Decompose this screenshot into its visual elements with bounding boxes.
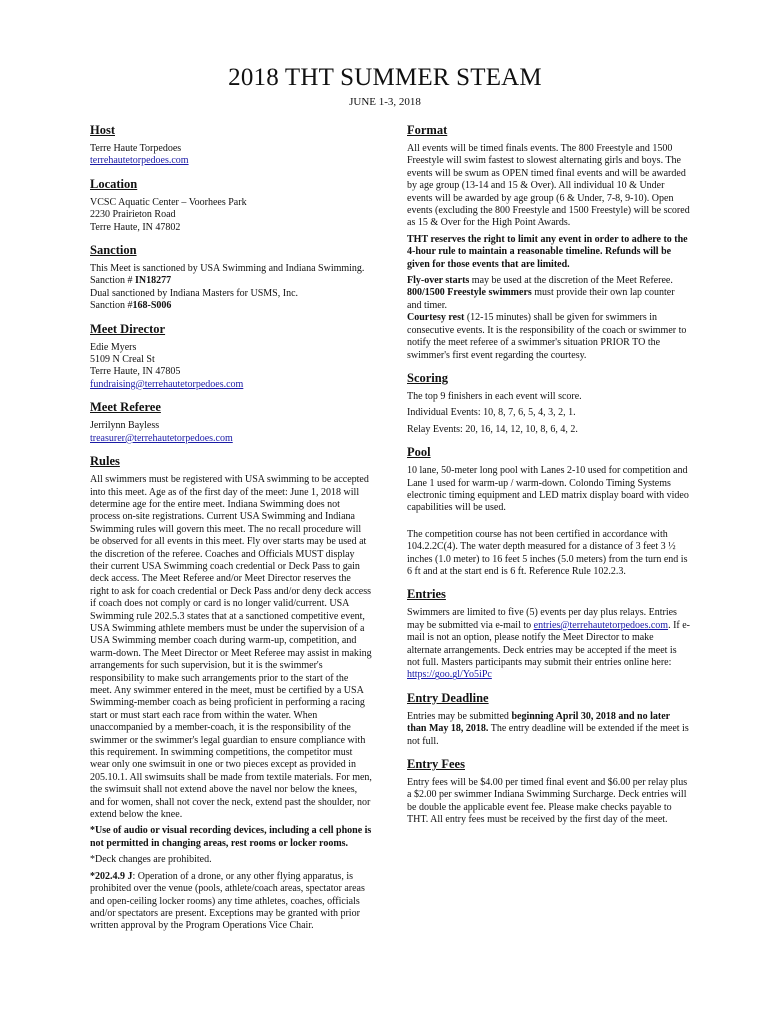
sanction-section [90,242,372,313]
page-title: 2018 THT SUMMER STEAM [228,64,542,91]
entries-online-link[interactable]: https://goo.gl/Yo5iPc [407,669,492,681]
rules-section [90,453,372,933]
host-heading: Host [90,123,115,137]
meet-director-heading: Meet Director [90,321,166,336]
entries-text-1: Swimmers are limited to five (5) events per day plus relays. Entries may be submitted via e-mail to [407,607,677,631]
sanction-info [90,263,372,313]
left-column [90,122,372,941]
entry-deadline-text-2: The entry deadline will be extended if the meet is not full. [407,723,689,747]
entry-fees-body: Entry fees will be $4.00 per timed final event and $6.00 per relay plus a $2.00 per swimmer Indiana Swimming Surcharge. Deck entries will be double the applicable event fee. Please make checks payable to THT. All entry fees must be received by the first day of the meet. [407,777,688,826]
location-line-1: VCSC Aquatic Center – Voorhees Park [90,196,247,208]
sanction-number: IN18277 [135,275,172,287]
host-website-link[interactable]: terrehautetorpedoes.com [90,155,189,167]
flyover-text: may be used at the discretion of the Meet Referee. [469,275,673,287]
sanction-text: This Meet is sanctioned by USA Swimming and Indiana Swimming. [90,263,365,275]
meet-director-section [90,321,372,392]
pool-spacer [407,519,690,529]
sanction-heading: Sanction [90,243,137,258]
location-line-3: Terre Haute, IN 47802 [90,221,181,233]
scoring-line-2: Individual Events: 10, 8, 7, 6, 5, 4, 3, 2, 1. [407,407,576,419]
meet-referee-email-link[interactable]: treasurer@terrehautetorpedoes.com [90,432,233,444]
meet-director-address-2: Terre Haute, IN 47805 [90,366,181,378]
distance-text: must provide their own lap counter and timer. [407,287,675,311]
format-rules [407,275,690,362]
scoring-heading: Scoring [407,370,448,385]
format-body: All events will be timed finals events. The 800 Freestyle and 1500 Freestyle will swim fastest to slowest alternating girls and boys. The events will be swum as OPEN timed final events and will be awarded by age group (13-14 and 15 & Over). All individual 10 & Under events will be awarded by age group (6 & Under, 7-8, 9-10). Open events (excluding the 800 Freestyle and 1500 Freestyle) will be scored as 15 & Over for the High Point Awards. [407,143,690,229]
entries-body [407,607,690,681]
entry-fees-section [407,756,690,827]
rules-deck-changes: *Deck changes are prohibited. [90,854,212,866]
meet-director-email-link[interactable]: fundraising@terrehautetorpedoes.com [90,378,244,390]
meet-director-address-1: 5109 N Creal St [90,354,155,366]
location-section [90,176,372,234]
pool-body-1: 10 lane, 50-meter long pool with Lanes 2-10 used for competition and Lane 1 used for warm-up / warm-down. Colondo Timing Systems electronic timing equipment and LED matrix display board with video capabilities will be used. [407,465,689,514]
rules-heading: Rules [90,454,120,469]
pool-section [407,444,690,578]
distance-label: 800/1500 Freestyle swimmers [407,287,532,299]
flyover-label: Fly-over starts [407,275,470,287]
page-subtitle: JUNE 1-3, 2018 [349,96,421,108]
pool-body-2: The competition course has not been certified in accordance with 104.2.2C(4). The water depth measured for a distance of 3 feet 3 ½ inches (1.0 meter) to 16 feet 5 inches (5.0 meters) from the turn end is 6 ft and at the start end is 6 ft. Reference Rule 102.2.3. [407,528,688,577]
courtesy-text: (12-15 minutes) shall be given for swimmers in consecutive events. It is the responsibility of the coach or swimmer to notify the meet referee of a swimmer's situation PRIOR TO the swimmer's first event regarding the courtesy. [407,312,687,361]
scoring-line-1: The top 9 finishers in each event will score. [407,390,582,402]
sanction-number-2: 168-S006 [132,300,172,312]
courtesy-label: Courtesy rest [407,312,465,324]
sanction-number-label: Sanction # [90,275,135,287]
entry-deadline-section [407,690,690,748]
entries-email-link[interactable]: entries@terrehautetorpedoes.com [533,619,669,631]
host-section [90,122,372,168]
meet-director-name: Edie Myers [90,341,137,353]
location-line-2: 2230 Prairieton Road [90,209,176,221]
rules-recording [90,825,372,850]
format-reserve [407,234,690,271]
pool-heading: Pool [407,445,431,460]
format-reserve-text: THT reserves the right to limit any event in order to adhere to the 4-hour rule to maintain a reasonable timeline. Refunds will be given for those events that are limited. [407,233,688,270]
location-address [90,197,372,234]
drone-rule-label: *202.4.9 J [90,870,133,882]
format-section [407,122,690,362]
format-heading: Format [407,123,448,137]
scoring-section [407,370,690,436]
entries-text-2: . If e-mail is not an option, please notify the Meet Director to make alternate arrangements. Deck entries may be accepted if the meet is not full. Masters participants may submit their entries online here: [407,619,691,668]
sanction-number-2-label: Sanction # [90,300,133,312]
entries-heading: Entries [407,587,446,602]
host-info [90,143,372,168]
right-column [407,122,690,835]
entry-deadline-text-1: Entries may be submitted [407,710,512,722]
entries-section [407,586,690,681]
meet-referee-info [90,420,372,445]
rules-body: All swimmers must be registered with USA swimming to be accepted into this meet. Age as of the first day of the meet: June 1, 2018 will determine age for the entire meet. Indiana Swimming does not process on-site registrations. Current USA Swimming and Indiana Swimming rules will govern this meet. The no recall procedure will be observed for all events in this meet. Fly over starts may be used at the discretion of the referee. Coaches and Officials MUST display their current USA Swimming coach credential or Deck Pass to gain deck access. The Meet Referee and/or Meet Director reserves the right to ask for coach credential or Deck Pass and/or deny deck access if coach does not comply or card is no longer valid/current. USA Swimming rule 202.5.3 states that at a sanctioned competitive event, USA Swimming athlete members must be under the supervision of a USA Swimming member coach during warm-up, competition, and warm-down. The Meet Director or Meet Referee may assist in making arrangements for such supervision, but it is the swimmer's responsibility to make such arrangements prior to the start of the meet. Any swimmer entered in the meet, must be certified by a USA Swimming-member coach as being proficient in performing a racing start or must start each race from within the water. When unaccompanied by a member-coach, it is the responsibility of the swimmer or the swimmer's legal guardian to ensure compliance with this requirement. In swimming competitions, the competitor must wear only one swimsuit in one or two pieces except as provided in 205.10.1. All swimsuits shall be made from textile materials. For men, the swimsuit shall not extend above the navel nor below the knees, and for women, shall not cover the neck, extend past the shoulder, nor extend below the knee. [90,474,372,821]
entry-fees-heading: Entry Fees [407,757,465,772]
rules-drone [90,871,372,933]
drone-rule-text: : Operation of a drone, or any other flying apparatus, is prohibited over the venue (pools, athlete/coach areas, spectator areas and open-ceiling locker rooms) any time athletes, coaches, officials and/or spectators are present. Exceptions may be granted with prior written approval by the Program Operations Vice Chair. [90,870,365,932]
host-name: Terre Haute Torpedoes [90,143,182,154]
dual-sanction-text: Dual sanctioned by Indiana Masters for USMS, Inc. [90,287,299,299]
scoring-line-3: Relay Events: 20, 16, 14, 12, 10, 8, 6, 4, 2. [407,423,578,435]
meet-director-info [90,342,372,392]
meet-referee-section [90,399,372,445]
entry-deadline-heading: Entry Deadline [407,690,489,705]
entry-deadline-body [407,711,690,748]
location-heading: Location [90,176,138,191]
recording-notice: *Use of audio or visual recording devices, including a cell phone is not permitted in changing areas, rest rooms or locker rooms. [90,825,372,849]
meet-referee-name: Jerrilynn Bayless [90,420,160,432]
meet-referee-heading: Meet Referee [90,400,161,415]
entry-deadline-dates: beginning April 30, 2018 and no later than May 18, 2018. [407,710,670,735]
